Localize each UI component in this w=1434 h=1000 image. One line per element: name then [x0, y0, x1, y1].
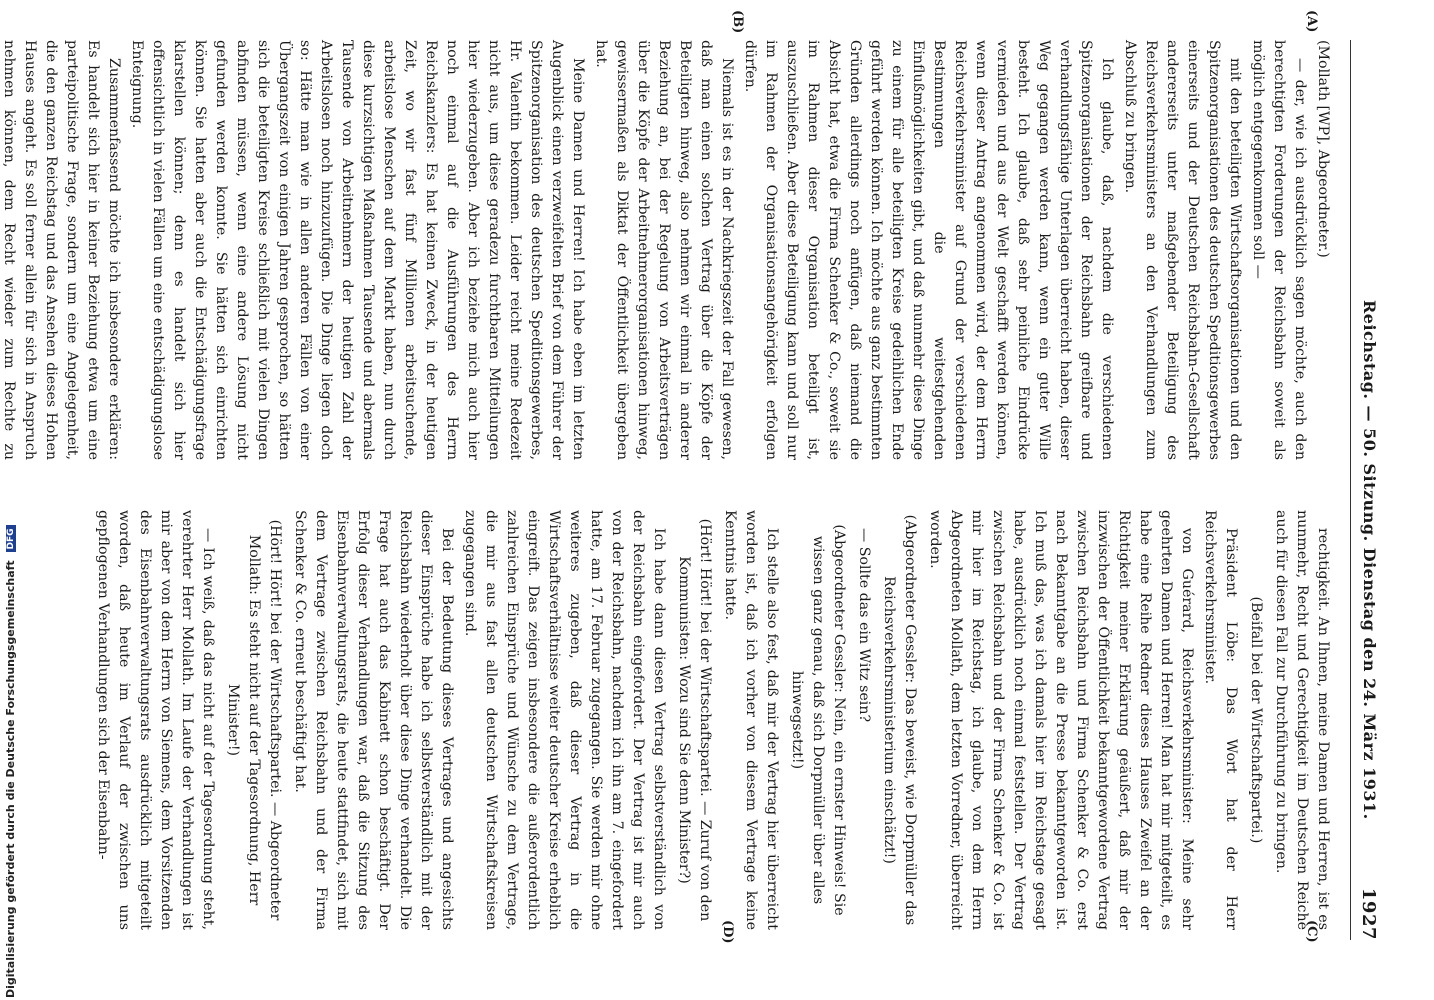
interjection: (Hört! Hört! bei der Wirtschaftspartei. — Zuruf von den Kommunisten: Wozu sind Sie denn Minister?): [676, 518, 713, 922]
paragraph: Zusammenfassend möchte ich insbesondere erklären: Es handelt sich hier in keiner Beziehung etwa um eine parteipolitische Frage, sondern um eine Angelegenheit, die den ganzen Reichstag und das Ansehen dieses Hohen Hauses angeht. Es soll ferner allein für sich in Anspruch nehmen können, dem Recht wieder zum Rechte zu: [1, 40, 122, 460]
page-header-title: Reichstag. — 50. Sitzung. Dienstag den 24. März 1931.: [1360, 300, 1379, 820]
header-rule: [1350, 40, 1351, 940]
margin-marker-c: (C): [1304, 920, 1319, 943]
paragraph: Ich glaube, daß, nachdem die verschiedenen Spitzenorganisationen der Reichsbahn greifbare und verhandlungsfähige Unterlagen überreicht haben, dieser Weg gegangen werden kann, wenn ein guter Wille besteht. Ich glaube, daß sehr peinliche Eindrücke vermieden und aus der Welt geschafft werden können, wenn dieser Antrag angenommen wird, der dem Herrn Reichsverkehrsminister auf Grund der verschiedenen Bestimmungen die weitestgehenden Einflußmöglichkeiten gibt, und daß nunmehr diese Dinge zu einem für alle beteiligten Kreise gedeihlichen Ende geführt werden können. Ich möchte aus ganz bestimmten Gründen allerdings noch anfügen, daß niemand die Absicht hat, etwa die Firma Schenker & Co., soweit sie im Rahmen dieser Organisation beteiligt ist, auszuschließen. Aber diese Beteiligung kann und soll nur im Rahmen der Organisationsangehörigkeit erfolgen dürfen.: [742, 40, 1115, 460]
interjection: (Abgeordneter Gessler: Das beweist, wie Dorpmüller das Reichsverkehrsministerium einschätzt!): [881, 514, 918, 926]
digitization-credit: [4, 528, 18, 998]
paragraph: mit den beteiligten Wirtschaftsorganisationen und den Spitzenorganisationen des deutschen Speditionsgewerbes einerseits und der Deutschen Reichsbahn-Gesellschaft andererseits unter maßgebender Beteiligung des Reichsverkehrsministers an den Verhandlungen zum Abschluß zu bringen.: [1122, 40, 1243, 460]
paragraph: Meine Damen und Herren! Ich habe eben im letzten Augenblick einen verzweifelten Brief von dem Führer der Spitzenorganisation des deutschen Speditionsgewerbes, Hr. Valentin bekommen. Leider reicht meine Redezeit nicht aus, um diese geradezu furchtbaren Mitteilungen hier wiederzugeben. Aber ich beziehe mich auch hier noch einmal auf die Ausführungen des Herrn Reichskanzlers: Es hat keinen Zweck, in der heutigen Zeit, wo wir fast fünf Millionen arbeitsuchende, arbeitslose Menschen auf dem Markt haben, nun durch diese kurzsichtigen Maßnahmen Tausende und abermals Tausende von Arbeitnehmern der heutigen Zahl der Arbeitslosen noch hinzuzufügen. Die Dinge liegen doch so: Hätte man wie in allen anderen Fällen von einer Übergangszeit von einigen Jahren gesprochen, so hätten sich die beteiligten Kreise schließlich mit vielen Dingen abfinden müssen, wenn eine andere Lösung nicht gefunden werden konnte. Sie hätten sich einrichten können. Sie hatten aber auch die Entschädigungsfrage klarstellen können; denn es handelt sich hier offensichtlich in vielen Fällen um eine entschädigungslose Enteignung.: [129, 40, 586, 460]
paragraph: Ich stelle also fest, daß mir der Vertrag hier überreicht worden ist, daß ich vorher von diesem Vertrage keine Kenntnis hatte.: [722, 510, 780, 930]
interjection: (Beifall bei der Wirtschaftspartei.): [1248, 596, 1264, 844]
margin-marker-a: (A): [1304, 10, 1319, 33]
credit-text: Digitalisierung gefördert durch die Deutsche Forschungsgemeinschaft: [4, 560, 17, 998]
paragraph: Bei der Bedeutung dieses Vertrages und angesichts dieser Einsprüche habe ich selbstverständlich mit der Reichsbahn wiederholt über diese Dinge verhandelt. Die Frage hat auch das Kabinett schon beschäftigt. Der Erfolg dieser Verhandlungen war, daß die Sitzung des Eisenbahnverwaltungsrats, die heute stattfindet, sich mit dem Vertrage zwischen Reichsbahn und der Firma Schenker & Co. erneut beschäftigt hat.: [292, 510, 455, 930]
margin-marker-d: (D): [720, 920, 735, 944]
margin-marker-b: (B): [730, 10, 745, 34]
paragraph: Ich habe dann diesen Vertrag selbstverständlich von der Reichsbahn eingefordert. Der Vertrag ist mir auch von der Reichsbahn, nachdem ich ihn am 7. eingefordert hatte, am 17. Februar zugegangen. Sie werden mir ohne weiteres zugeben, daß dieser Vertrag in die Wirtschaftsverhältnisse weiter deutscher Kreise erheblich eingreift. Das zeigen insbesondere die außerordentlich zahlreichen Einsprüche und Wünsche zu dem Vertrage, die mir aus fast allen deutschen Wirtschaftskreisen zugegangen sind.: [462, 510, 667, 930]
page-header: [1351, 40, 1385, 940]
dfg-logo: DFG: [6, 525, 16, 552]
paragraph: — Sollte das ein Witz sein?: [856, 528, 872, 723]
paragraph: Niemals ist es in der Nachkriegszeit der Fall gewesen, daß man einen solchen Vertrag über die Köpfe der Beteiligten hinweg, also nehmen wir einmal in anderer Beziehung an, bei der Regelung von Arbeitsverträgen über die Köpfe der Arbeitnehmerorganisationen hinweg, gewissermaßen als Diktat der Öffentlichkeit übergeben hat.: [593, 40, 735, 460]
paragraph: rechtigkeit. An Ihnen, meine Damen und Herren, ist es nunmehr, Recht und Gerechtigkeit im Deutschen Reiche auch für diesen Fall zur Durchführung zu bringen.: [1273, 510, 1331, 930]
speaker-line: (Mollath [WP], Abgeordneter.): [1315, 40, 1331, 258]
right-text-column: [95, 510, 1333, 930]
interjection: (Hört! Hört! bei der Wirtschaftspartei. — Abgeordneter Mollath: Es steht nicht auf der Tagesordnung, Herr Minister!): [225, 519, 283, 921]
paragraph: — der, wie ich ausdrücklich sagen möchte, auch den berechtigten Forderungen der Reichsbahn soweit als möglich entgegenkommen soll —: [1250, 40, 1308, 460]
page-number: 1927: [1358, 887, 1379, 940]
left-text-column: [1, 40, 1333, 460]
paragraph: — Ich weiß, daß das nicht auf der Tagesordnung steht, verehrter Herr Mollath. Im Laufe der Verhandlungen ist mir aber von dem Herrn von Siemens, dem Vorsitzenden des Eisenbahnverwaltungsrats ausdrücklich mitgeteilt worden, daß heute im Verlauf der zwischen uns gepflogenen Verhandlungen sich der Eisenbahn-: [95, 510, 216, 930]
president-statement: Präsident Löbe: Das Wort hat der Herr Reichsverkehrsminister.: [1202, 510, 1239, 930]
interjection: (Abgeordneter Gessler: Nein, ein ernster Hinweis! Sie wissen ganz genau, daß sich Dorpmüller über alles hinwegsetzt!): [789, 524, 847, 916]
paragraph: von Guérard, Reichsverkehrsminister: Meine sehr geehrten Damen und Herren! Man hat mir mitgeteilt, es habe eine Reihe Redner dieses Hauses Zweifel an der Richtigkeit meiner Erklärung geäußert, daß mir der inzwischen der Öffentlichkeit bekanntgewordene Vertrag zwischen Reichsbahn und Firma Schenker & Co. erst nach Bekanntgabe an die Presse bekanntgeworden ist. Ich muß das, was ich damals hier im Reichstage gesagt habe, ausdrücklich noch einmal feststellen. Der Vertrag zwischen Reichsbahn und der Firma Schenker & Co. ist mir hier im Reichstag, ich glaube, von dem Herrn Abgeordneten Mollath, dem letzten Vorredner, überreicht worden.: [927, 510, 1195, 930]
